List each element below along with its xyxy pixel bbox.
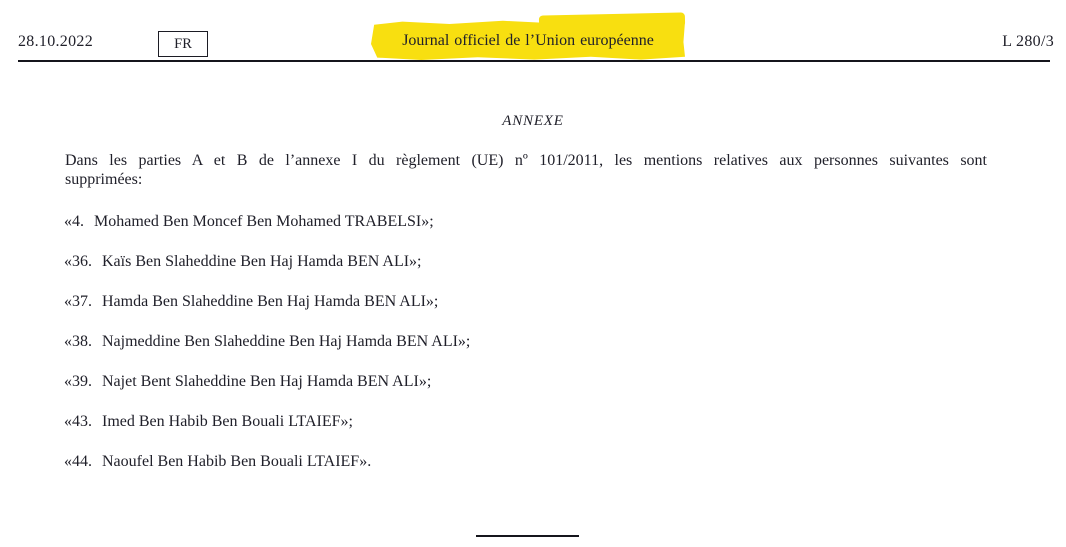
list-item [64, 332, 1004, 352]
deleted-entries-list [64, 212, 1004, 492]
journal-title-block [371, 14, 685, 62]
list-item [64, 412, 1004, 432]
list-item [64, 252, 1004, 272]
section-end-rule [476, 535, 579, 537]
annex-heading: ANNEXE [502, 113, 564, 129]
entry-name: Hamda Ben Slaheddine Ben Haj Hamda BEN ALI»; [102, 293, 439, 310]
entry-name: Naoufel Ben Habib Ben Bouali LTAIEF». [102, 453, 372, 470]
list-item [64, 292, 1004, 312]
intro-line-2: supprimées: [65, 171, 143, 188]
entry-number: «36. [64, 253, 92, 270]
list-item [64, 212, 1004, 232]
language-code-box [158, 31, 208, 57]
list-item [64, 372, 1004, 392]
publication-date: 28.10.2022 [18, 33, 93, 50]
page-number: L 280/3 [1002, 33, 1054, 50]
header-rule [18, 60, 1050, 62]
journal-title: Journal officiel de l’Union européenne [402, 32, 654, 49]
entry-number: «4. [64, 213, 84, 230]
entry-number: «43. [64, 413, 92, 430]
entry-number: «39. [64, 373, 92, 390]
intro-line-1: Dans les parties A et B de l’annexe I du règlement (UE) nº 101/2011, les mentions relatives aux personnes suivantes sont [65, 152, 987, 169]
entry-number: «38. [64, 333, 92, 350]
entry-number: «37. [64, 293, 92, 310]
list-item [64, 452, 1004, 472]
entry-name: Najmeddine Ben Slaheddine Ben Haj Hamda BEN ALI»; [102, 333, 471, 350]
entry-name: Imed Ben Habib Ben Bouali LTAIEF»; [102, 413, 353, 430]
entry-number: «44. [64, 453, 92, 470]
entry-name: Najet Bent Slaheddine Ben Haj Hamda BEN ALI»; [102, 373, 432, 390]
entry-name: Mohamed Ben Moncef Ben Mohamed TRABELSI»; [94, 213, 434, 230]
entry-name: Kaïs Ben Slaheddine Ben Haj Hamda BEN ALI»; [102, 253, 422, 270]
language-code: FR [174, 35, 192, 52]
intro-paragraph [65, 151, 987, 189]
